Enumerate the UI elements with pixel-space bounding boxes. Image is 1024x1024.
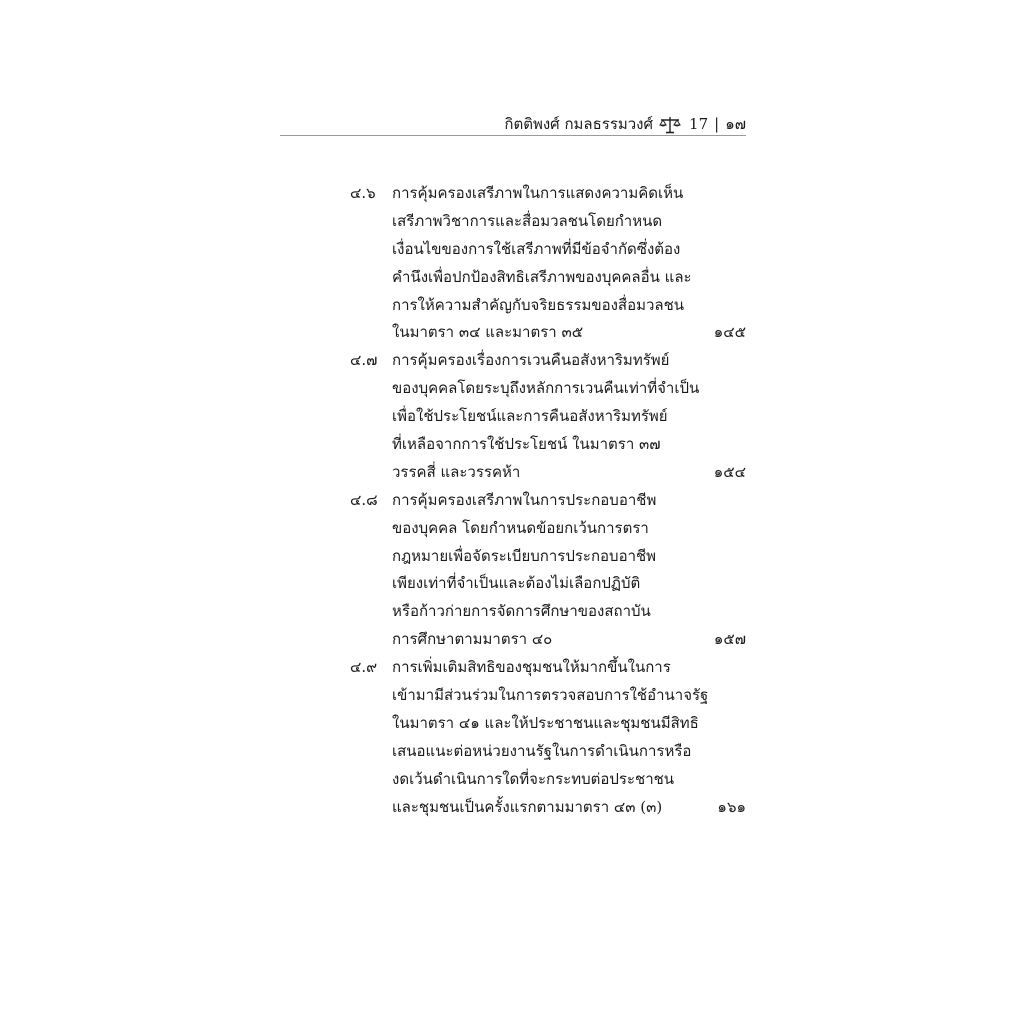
- toc-entry-line: งดเว้นดำเนินการใดที่จะกระทบต่อประชาชน: [392, 769, 675, 788]
- toc-entry-line: เสรีภาพวิชาการและสื่อมวลชนโดยกำหนด: [392, 211, 663, 230]
- toc-entry-line: เสนอแนะต่อหน่วยงานรัฐในการดำเนินการหรือ: [392, 741, 692, 760]
- toc-entry-text: [392, 180, 750, 347]
- toc-entry: [350, 487, 750, 654]
- toc-entry-line: เพื่อใช้ประโยชน์และการคืนอสังหาริมทรัพย์: [392, 407, 668, 426]
- toc-entry-line: การศึกษาตามมาตรา ๔๐: [392, 630, 553, 649]
- toc-entry-number: ๔.๙: [350, 658, 378, 677]
- toc-entry-number: ๔.๖: [350, 184, 376, 202]
- toc-entry-line: หรือก้าวก่ายการจัดการศึกษาของสถาบัน: [392, 602, 651, 621]
- scales-of-justice-icon: [659, 116, 681, 134]
- toc-entry-line: เข้ามามีส่วนร่วมในการตรวจสอบการใช้อำนาจรัฐ: [392, 686, 709, 705]
- header-page-number-arabic: 17: [689, 115, 709, 133]
- toc-entry-line: วรรคสี่ และวรรคห้า: [392, 462, 521, 481]
- toc-entry: [350, 654, 750, 821]
- toc-entry-page-number: ๑๖๑: [717, 797, 746, 816]
- toc-entry-line: เพียงเท่าที่จำเป็นและต้องไม่เลือกปฏิบัติ: [392, 574, 641, 593]
- toc-entry-line: คำนึงเพื่อปกป้องสิทธิเสรีภาพของบุคคลอื่น และ: [392, 267, 692, 286]
- toc-entry-page-number: ๑๕๔: [713, 462, 746, 481]
- toc-entry-line: การคุ้มครองเรื่องการเวนคืนอสังหาริมทรัพย์: [392, 351, 670, 370]
- toc-entry-text: [392, 347, 750, 486]
- toc-entry-line: ของบุคคลโดยระบุถึงหลักการเวนคืนเท่าที่จำเป็น: [392, 379, 700, 398]
- toc-entry-page-number: ๑๕๗: [713, 630, 746, 649]
- toc-entry-number: ๔.๗: [350, 351, 378, 370]
- toc-entry-line: การเพิ่มเติมสิทธิของชุมชนให้มากขึ้นในการ: [392, 658, 671, 677]
- table-of-contents: [350, 180, 750, 821]
- toc-entry-page-number: ๑๔๕: [713, 323, 746, 342]
- toc-entry-text: [392, 654, 750, 821]
- toc-entry-line: ที่เหลือจากการใช้ประโยชน์ ในมาตรา ๓๗: [392, 435, 661, 454]
- toc-entry: [350, 347, 750, 486]
- toc-entry-line: ในมาตรา ๔๑ และให้ประชาชนและชุมชนมีสิทธิ: [392, 713, 699, 732]
- header-separator: |: [714, 115, 720, 133]
- toc-entry-text: [392, 487, 750, 654]
- toc-entry-line: ในมาตรา ๓๔ และมาตรา ๓๕: [392, 323, 584, 342]
- toc-entry-line: การคุ้มครองเสรีภาพในการประกอบอาชีพ: [392, 490, 657, 509]
- toc-entry-line: และชุมชนเป็นครั้งแรกตามมาตรา ๔๓ (๓): [392, 797, 663, 816]
- header-page-number-thai: ๑๗: [725, 115, 746, 133]
- toc-entry-line: การให้ความสำคัญกับจริยธรรมของสื่อมวลชน: [392, 295, 685, 314]
- toc-entry-line: ของบุคคล โดยกำหนดข้อยกเว้นการตรา: [392, 518, 649, 537]
- toc-entry-number: ๔.๘: [350, 490, 378, 509]
- running-header: [280, 112, 746, 134]
- header-rule: [280, 135, 746, 136]
- toc-entry: [350, 180, 750, 347]
- toc-entry-line: เงื่อนไขของการใช้เสรีภาพที่มีข้อจำกัดซึ่งต้อง: [392, 239, 681, 258]
- toc-entry-line: กฎหมายเพื่อจัดระเบียบการประกอบอาชีพ: [392, 546, 657, 565]
- header-author: กิตติพงศ์ กมลธรรมวงศ์: [504, 115, 654, 133]
- toc-entry-line: การคุ้มครองเสรีภาพในการแสดงความคิดเห็น: [392, 184, 684, 202]
